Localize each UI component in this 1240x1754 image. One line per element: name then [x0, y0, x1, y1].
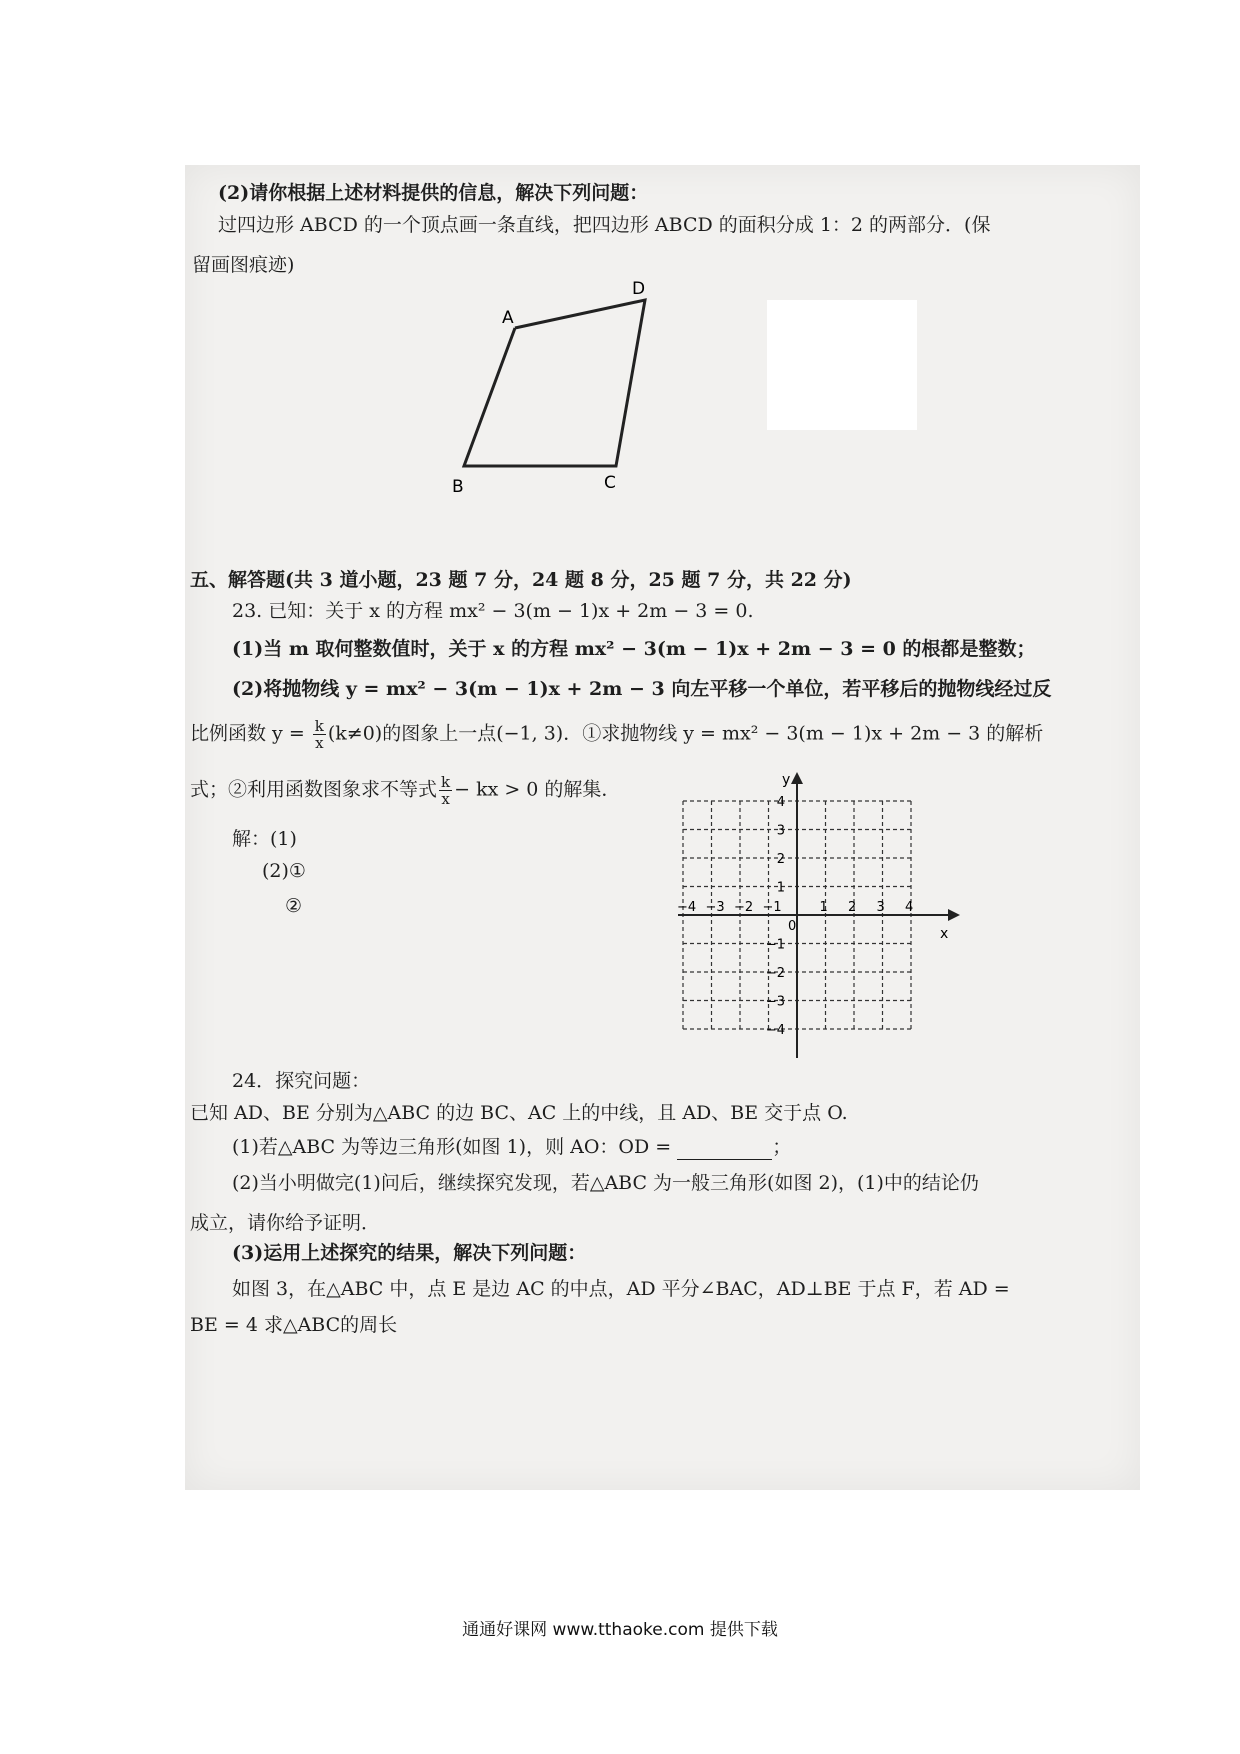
x-tick-label: −4 [677, 900, 697, 915]
q23-solution-2-1: (2)① [262, 860, 306, 882]
fraction-k-over-x: $\frac{k}{x}$ [314, 717, 324, 752]
y-tick-label: 2 [776, 852, 785, 867]
q24-part2-line2: 成立，请你给予证明． [190, 1212, 381, 1234]
q24-part3: (3)运用上述探究的结果，解决下列问题： [232, 1242, 587, 1264]
vertex-label-d: D [632, 279, 646, 299]
x-tick-label: 1 [819, 900, 828, 915]
q24-part1: (1)若△ABC 为等边三角形(如图 1)，则 AO：OD = ； [232, 1136, 792, 1158]
x-tick-label: 4 [905, 900, 914, 915]
answer-blank [677, 1141, 772, 1160]
y-tick-label: −3 [765, 994, 785, 1010]
x-tick-label: −3 [705, 900, 725, 915]
q22-part2: (2)请你根据上述材料提供的信息，解决下列问题： [218, 182, 649, 204]
origin-label: 0 [788, 919, 797, 934]
y-tick-label: 1 [776, 880, 785, 896]
y-tick-label: −2 [765, 966, 785, 981]
q22-task-line1: 过四边形 ABCD 的一个顶点画一条直线，把四边形 ABCD 的面积分成 1：2 的两部分．(保 [218, 214, 991, 236]
y-tick-label: 3 [776, 823, 785, 839]
q23-part1: (1)当 m 取何整数值时，关于 x 的方程 mx² − 3(m − 1)x + 2m − 3 = 0 的根都是整数； [232, 638, 1036, 660]
q24-part3-line1: 如图 3，在△ABC 中，点 E 是边 AC 的中点，AD 平分∠BAC，AD⊥BE 于点 F，若 AD = [232, 1278, 1010, 1300]
fraction-k-over-x-2: $\frac{k}{x}$ [441, 773, 451, 808]
blank-patch [767, 300, 917, 430]
q23-part2: (2)将抛物线 y = mx² − 3(m − 1)x + 2m − 3 向左平移一个单位，若平移后的抛物线经过反 [232, 678, 1052, 700]
q23-part2-line2: 比例函数 y = $\frac{k}{x}$ (k≠0)的图象上一点(−1, 3)．①求抛物线 y = mx² − 3(m − 1)x + 2m − 3 的解析 [190, 717, 1044, 752]
section-5-heading: 五、解答题(共 3 道小题，23 题 7 分，24 题 8 分，25 题 7 分，共 22 分) [190, 569, 852, 591]
x-axis-label: x [940, 926, 949, 942]
q22-task-line2: 留画图痕迹) [192, 254, 295, 276]
q23-part2-line3: 式；②利用函数图象求不等式 $\frac{k}{x}$ − kx > 0 的解集． [190, 773, 621, 808]
q24-part3-line2: BE = 4 求△ABC的周长 [190, 1314, 398, 1336]
vertex-label-b: B [452, 477, 464, 497]
x-tick-label: 2 [848, 900, 857, 915]
y-tick-label: −4 [765, 1023, 785, 1038]
x-tick-label: −1 [762, 900, 782, 915]
x-axis-arrow [948, 909, 960, 921]
download-footer: 通通好课网 www.tthaoke.com 提供下载 [462, 1620, 778, 1640]
y-tick-label: 4 [776, 795, 785, 810]
q24-title: 24．探究问题： [232, 1070, 371, 1092]
q24-stem: 已知 AD、BE 分别为△ABC 的边 BC、AC 上的中线，且 AD、BE 交于点 O. [190, 1102, 848, 1124]
coordinate-grid [670, 770, 960, 1060]
y-axis-arrow [791, 772, 803, 784]
q23-solution-2-2: ② [285, 895, 303, 917]
vertex-label-a: A [502, 308, 514, 328]
quadrilateral-abcd-figure [440, 270, 680, 500]
vertex-label-c: C [604, 473, 616, 493]
x-tick-label: 3 [876, 900, 885, 915]
q23-stem: 23. 已知：关于 x 的方程 mx² − 3(m − 1)x + 2m − 3 = 0. [232, 600, 754, 622]
y-axis-label: y [782, 772, 791, 788]
x-tick-label: −2 [734, 900, 754, 915]
q24-part2: (2)当小明做完(1)问后，继续探究发现，若△ABC 为一般三角形(如图 2)，(1)中的结论仍 [232, 1172, 979, 1194]
y-tick-label: −1 [765, 937, 785, 953]
q23-solution-label: 解：(1) [232, 828, 297, 850]
